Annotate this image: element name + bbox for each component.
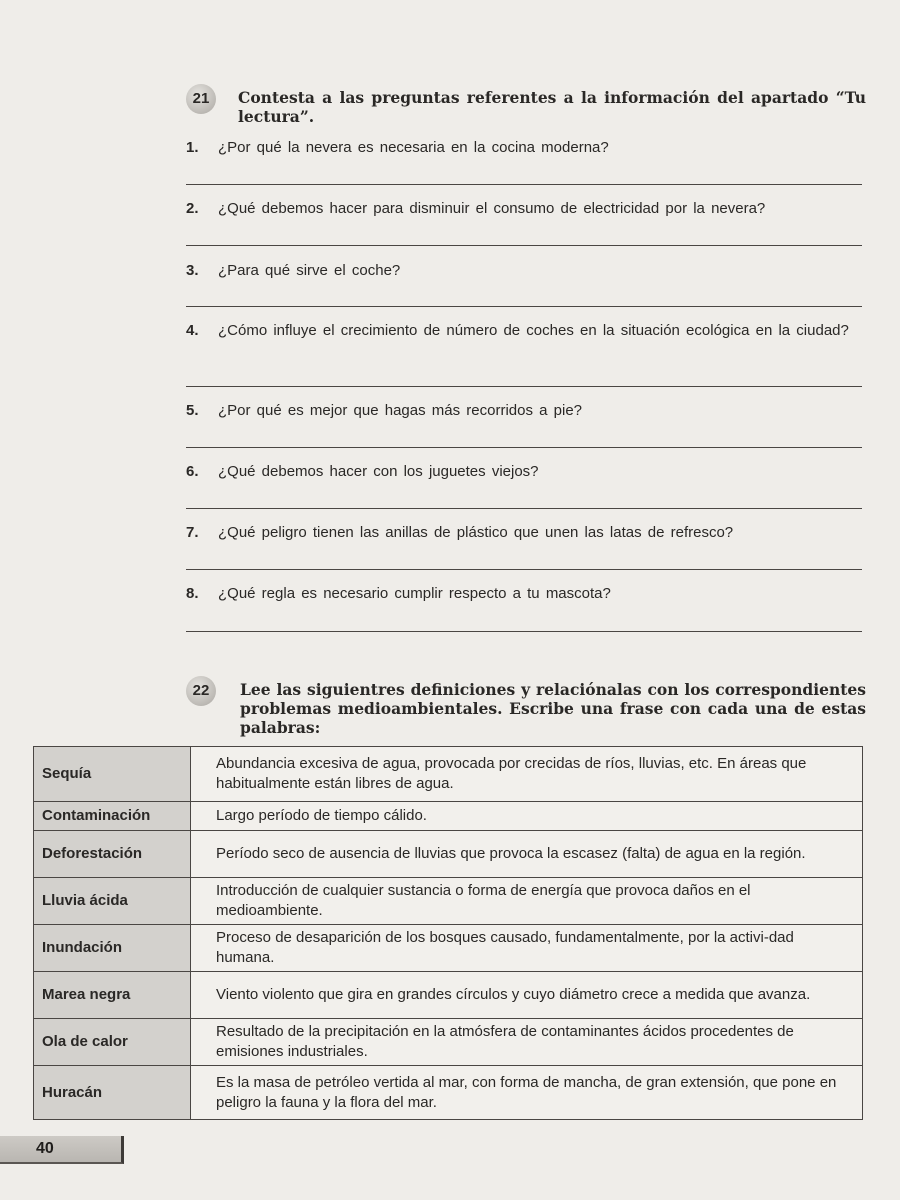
question-number: 2. [186,200,199,217]
question-number: 5. [186,402,199,419]
answer-line-3[interactable] [186,306,862,307]
question-text: ¿Qué debemos hacer con los juguetes viejos? [218,463,539,480]
exercise-22-header [186,680,866,737]
answer-line-1[interactable] [186,184,862,185]
answer-line-4[interactable] [186,386,862,387]
exercise-21-instruction: Contesta a las preguntas referentes a la información del apartado “Tu lectura”. [238,88,866,126]
question-7 [186,523,862,543]
definitions-table [33,746,863,1120]
definition-cell: Viento violento que gira en grandes círculos y cuyo diámetro crece a medida que avanza. [191,972,863,1019]
question-3 [186,261,862,281]
exercise-22-instruction: Lee las siguientres definiciones y relaciónalas con los correspondientes problemas medioambientales. Escribe una frase con cada una de estas palabras: [240,680,866,737]
question-1 [186,138,862,158]
table-row [34,747,863,802]
definition-cell: Largo período de tiempo cálido. [191,802,863,831]
question-5 [186,401,862,421]
exercise-21-number-badge: 21 [186,84,216,114]
table-row [34,802,863,831]
definition-cell: Es la masa de petróleo vertida al mar, con forma de mancha, de gran extensión, que pone en peligro la fauna y la flora del mar. [191,1066,863,1120]
answer-line-7[interactable] [186,569,862,570]
table-row [34,878,863,925]
question-number: 7. [186,524,199,541]
term-cell: Huracán [34,1066,191,1120]
answer-line-2[interactable] [186,245,862,246]
table-row [34,972,863,1019]
term-cell: Sequía [34,747,191,802]
definition-cell: Resultado de la precipitación en la atmósfera de contaminantes ácidos procedentes de emisiones industriales. [191,1019,863,1066]
question-number: 3. [186,262,199,279]
answer-line-6[interactable] [186,508,862,509]
term-cell: Lluvia ácida [34,878,191,925]
page-number: 40 [0,1136,124,1164]
question-text: ¿Qué regla es necesario cumplir respecto a tu mascota? [218,585,611,602]
definition-cell: Período seco de ausencia de lluvias que provoca la escasez (falta) de agua en la región. [191,831,863,878]
term-cell: Contaminación [34,802,191,831]
table-row [34,1066,863,1120]
definition-cell: Abundancia excesiva de agua, provocada por crecidas de ríos, lluvias, etc. En áreas que habitualmente están libres de agua. [191,747,863,802]
question-number: 4. [186,322,199,339]
definition-cell: Introducción de cualquier sustancia o forma de energía que provoca daños en el medioambiente. [191,878,863,925]
table-row [34,831,863,878]
answer-line-5[interactable] [186,447,862,448]
answer-line-8[interactable] [186,631,862,632]
question-2 [186,199,862,219]
question-text: ¿Por qué es mejor que hagas más recorridos a pie? [218,402,583,419]
definition-cell: Proceso de desaparición de los bosques causado, fundamentalmente, por la activi-dad humana. [191,925,863,972]
question-text: ¿Para qué sirve el coche? [218,262,401,279]
exercise-21-header [186,88,866,126]
question-4 [186,321,862,341]
term-cell: Marea negra [34,972,191,1019]
question-text: ¿Qué debemos hacer para disminuir el consumo de electricidad por la nevera? [218,200,766,217]
question-6 [186,462,862,482]
term-cell: Inundación [34,925,191,972]
table-row [34,925,863,972]
question-8 [186,584,862,604]
question-number: 1. [186,139,199,156]
question-text: ¿Qué peligro tienen las anillas de plástico que unen las latas de refresco? [218,524,734,541]
question-text: ¿Por qué la nevera es necesaria en la cocina moderna? [218,139,609,156]
question-number: 8. [186,585,199,602]
table-row [34,1019,863,1066]
question-text: ¿Cómo influye el crecimiento de número de coches en la situación ecológica en la ciudad? [218,322,849,339]
question-number: 6. [186,463,199,480]
exercise-22-number-badge: 22 [186,676,216,706]
term-cell: Deforestación [34,831,191,878]
term-cell: Ola de calor [34,1019,191,1066]
